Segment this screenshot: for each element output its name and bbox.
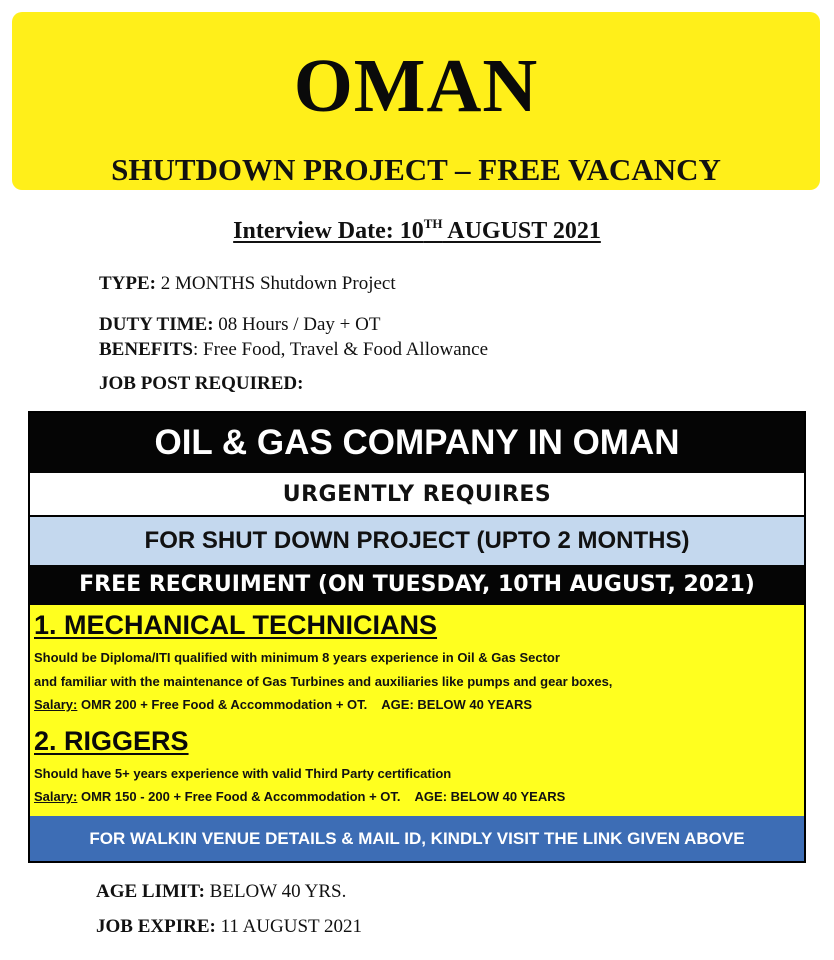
banner-subtitle: SHUTDOWN PROJECT – FREE VACANCY bbox=[111, 152, 721, 187]
salary-value: OMR 150 - 200 + Free Food & Accommodation + OT. bbox=[77, 789, 401, 804]
job-post-label: JOB POST REQUIRED: bbox=[99, 373, 304, 394]
job-title-riggers: 2. RIGGERS bbox=[34, 726, 189, 756]
benefits-value: : Free Food, Travel & Food Allowance bbox=[192, 339, 489, 360]
interview-sup: TH bbox=[423, 216, 443, 231]
age-limit-value: BELOW 40 YRS. bbox=[204, 881, 347, 902]
job-desc-line: and familiar with the maintenance of Gas Turbines and auxiliaries like pumps and gear boxes, bbox=[34, 674, 613, 689]
poster-urgent: URGENTLY REQUIRES bbox=[30, 473, 804, 517]
age-value: AGE: BELOW 40 YEARS bbox=[381, 697, 533, 712]
salary-label: Salary: bbox=[34, 789, 78, 804]
poster-footer: FOR WALKIN VENUE DETAILS & MAIL ID, KINDLY VISIT THE LINK GIVEN ABOVE bbox=[30, 816, 804, 861]
job-expire-line bbox=[96, 915, 362, 939]
type-label: TYPE: bbox=[99, 273, 156, 294]
job-desc-line: Should have 5+ years experience with valid Third Party certification bbox=[34, 766, 452, 781]
job-poster bbox=[28, 411, 806, 863]
benefits-line bbox=[99, 338, 488, 362]
title-banner bbox=[12, 12, 820, 190]
poster-headline: OIL & GAS COMPANY IN OMAN bbox=[30, 413, 804, 473]
interview-rest: AUGUST 2021 bbox=[442, 218, 601, 244]
job-desc-line: Should be Diploma/ITI qualified with minimum 8 years experience in Oil & Gas Sector bbox=[34, 650, 560, 665]
jobs-section bbox=[30, 605, 804, 816]
duty-value: 08 Hours / Day + OT bbox=[213, 314, 381, 335]
age-value: AGE: BELOW 40 YEARS bbox=[414, 789, 566, 804]
type-line bbox=[99, 272, 396, 296]
interview-label: Interview Date: 10 bbox=[233, 218, 424, 244]
duty-label: DUTY TIME: bbox=[99, 314, 214, 335]
poster-recruitment: FREE RECRUIMENT (ON TUESDAY, 10TH AUGUST, 2021) bbox=[30, 565, 804, 605]
interview-date bbox=[0, 209, 834, 246]
benefits-label: BENEFITS bbox=[99, 339, 193, 360]
type-value: 2 MONTHS Shutdown Project bbox=[156, 273, 396, 294]
job-expire-label: JOB EXPIRE: bbox=[96, 916, 216, 937]
banner-title: OMAN bbox=[293, 44, 539, 128]
job-salary-line bbox=[34, 696, 532, 714]
job-title-mechanical: 1. MECHANICAL TECHNICIANS bbox=[34, 610, 438, 640]
duty-line bbox=[99, 313, 380, 337]
poster-project: FOR SHUT DOWN PROJECT (UPTO 2 MONTHS) bbox=[30, 517, 804, 565]
job-salary-line bbox=[34, 788, 565, 806]
salary-label: Salary: bbox=[34, 697, 78, 712]
job-post-line bbox=[99, 372, 303, 396]
age-limit-line bbox=[96, 880, 346, 904]
salary-value: OMR 200 + Free Food & Accommodation + OT. bbox=[77, 697, 368, 712]
age-limit-label: AGE LIMIT: bbox=[96, 881, 205, 902]
job-expire-value: 11 AUGUST 2021 bbox=[215, 916, 363, 937]
